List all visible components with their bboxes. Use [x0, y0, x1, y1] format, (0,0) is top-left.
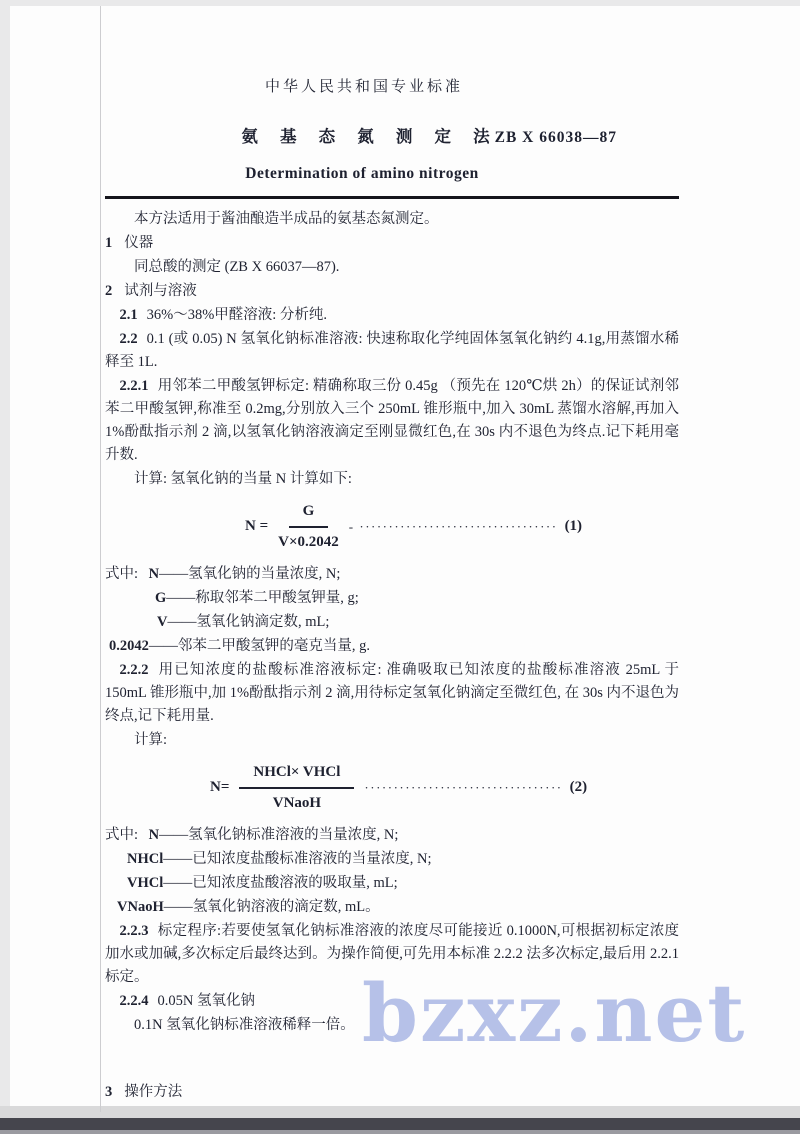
formula-dot-leader: - ·································· — [348, 519, 558, 534]
standard-number: ZB X 66038—87 — [494, 129, 617, 146]
scan-bottom-edge — [0, 1130, 800, 1134]
clause-2-2-1 — [105, 375, 679, 467]
definition-term: N — [148, 565, 160, 582]
document-page — [10, 6, 800, 1106]
definition-row — [105, 611, 679, 634]
section-title: 试剂与溶液 — [124, 282, 197, 299]
formula-2 — [210, 761, 679, 815]
header-rule — [105, 196, 679, 199]
document-content — [105, 6, 679, 1105]
intro-paragraph: 本方法适用于酱油酿造半成品的氨基态氮测定。 — [134, 210, 439, 227]
definition-row — [105, 872, 679, 895]
formula-denominator: VNaoH — [272, 794, 322, 811]
definition-description: ——氢氧化钠溶液的滴定数, mL。 — [163, 898, 380, 915]
clause-text: 0.1 (或 0.05) N 氢氧化钠标准溶液: 快速称取化学纯固体氢氧化钠约 4.1g,用蒸馏水稀释至 1L. — [105, 330, 679, 370]
definition-description: ——氢氧化钠滴定数, mL; — [167, 613, 330, 630]
clause-number: 2.2.4 — [119, 992, 149, 1009]
definition-row — [105, 824, 679, 847]
clause-text: 用邻苯二甲酸氢钾标定: 精确称取三份 0.45g （预先在 120℃烘 2h）的保证试剂邻苯二甲酸氢钾,称准至 0.2mg,分别放入三个 250mL 锥形瓶中,加入 30mL 蒸馏水溶解,再加入 1%酚酞指示剂 2 滴,以氢氧化钠溶液滴定至刚显微红色,在 30s 内不退色为终点.记下耗用毫升数. — [105, 377, 679, 463]
clause-number: 2.2.3 — [119, 922, 149, 939]
calculation-label-2: 计算: — [134, 731, 168, 748]
definition-row — [105, 587, 679, 610]
definition-term: 0.2042 — [109, 637, 149, 654]
scan-bottom-bar — [0, 1118, 800, 1130]
standard-authority: 中华人民共和国专业标准 — [264, 79, 463, 95]
section-title: 操作方法 — [124, 1083, 183, 1100]
section-title: 仪器 — [124, 234, 154, 251]
definition-prefix: 式中: — [105, 826, 142, 843]
formula-1 — [245, 500, 679, 554]
clause-2-1 — [105, 304, 679, 327]
document-title-en: Determination of amino nitrogen — [245, 165, 479, 182]
definition-term: V — [157, 613, 168, 630]
definition-description: ——氢氧化钠的当量浓度, N; — [159, 565, 341, 582]
title-row — [105, 125, 679, 148]
clause-2-2-2 — [105, 659, 679, 728]
clause-number: 2.2 — [119, 330, 138, 347]
section-3-heading — [105, 1081, 679, 1104]
scan-fold-line — [100, 6, 101, 1112]
definition-description: ——称取邻苯二甲酸氢钾量, g; — [166, 589, 359, 606]
definition-description: ——邻苯二甲酸氢钾的毫克当量, g. — [148, 637, 370, 654]
clause-text: 标定程序:若要使氢氧化钠标准溶液的浓度尽可能接近 0.1000N,可根据初标定浓度加水或加碱,多次标定后最终达到。为操作简便,可先用本标准 2.2.2 法多次标定,最后用 2.2.1 标定。 — [105, 922, 679, 985]
section-1-heading — [105, 232, 679, 255]
clause-number: 2.2.1 — [119, 377, 149, 394]
section-1-body: 同总酸的测定 (ZB X 66037—87). — [134, 258, 340, 275]
definition-term: VNaoH — [117, 898, 164, 915]
formula-fraction — [278, 500, 339, 554]
page-bottom-shadow — [0, 1106, 800, 1118]
formula-fraction — [239, 761, 354, 815]
definition-term: VHCl — [127, 874, 164, 891]
clause-number: 2.1 — [119, 306, 138, 323]
site-watermark: bzxz.net — [362, 966, 747, 1060]
clause-2-2 — [105, 328, 679, 374]
definition-description: ——氢氧化钠标准溶液的当量浓度, N; — [159, 826, 399, 843]
definition-row — [105, 563, 679, 586]
document-title-cn: 氨 基 态 氮 测 定 法 — [241, 127, 499, 146]
definition-prefix: 式中: — [105, 565, 142, 582]
definition-term: G — [155, 589, 167, 606]
definition-description: ——已知浓度盐酸溶液的吸取量, mL; — [163, 874, 398, 891]
definition-term: NHCl — [127, 850, 164, 867]
definition-term: N — [148, 826, 160, 843]
formula-lhs: N= — [210, 779, 230, 795]
clause-2-2-4-body: 0.1N 氢氧化钠标准溶液稀释一倍。 — [134, 1016, 355, 1033]
calculation-label-1: 计算: 氢氧化钠的当量 N 计算如下: — [134, 470, 352, 487]
formula-denominator: V×0.2042 — [278, 533, 339, 550]
section-number: 2 — [105, 282, 113, 299]
clause-text: 36%～38%甲醛溶液: 分析纯. — [146, 306, 328, 323]
clause-text: 用已知浓度的盐酸标准溶液标定: 准确吸取已知浓度的盐酸标准溶液 25mL 于150mL 锥形瓶中,加 1%酚酞指示剂 2 滴,用待标定氢氧化钠滴定至微红色, 在 30s 内不退色为终点,记下耗用量. — [105, 661, 679, 724]
formula-numerator: NHCl× VHCl — [239, 761, 354, 789]
section-number: 1 — [105, 234, 113, 251]
clause-text: 0.05N 氢氧化钠 — [157, 992, 255, 1009]
formula-dot-leader: ·································· — [364, 780, 563, 795]
definition-row — [105, 896, 679, 919]
formula-numerator: G — [289, 500, 329, 528]
section-number: 3 — [105, 1083, 113, 1100]
formula-lhs: N = — [245, 518, 269, 534]
formula-number: (2) — [569, 779, 588, 795]
section-2-heading — [105, 280, 679, 303]
formula-number: (1) — [564, 518, 583, 534]
definition-description: ——已知浓度盐酸标准溶液的当量浓度, N; — [163, 850, 432, 867]
definition-row — [105, 848, 679, 871]
clause-number: 2.2.2 — [119, 661, 149, 678]
definition-row — [105, 635, 679, 658]
